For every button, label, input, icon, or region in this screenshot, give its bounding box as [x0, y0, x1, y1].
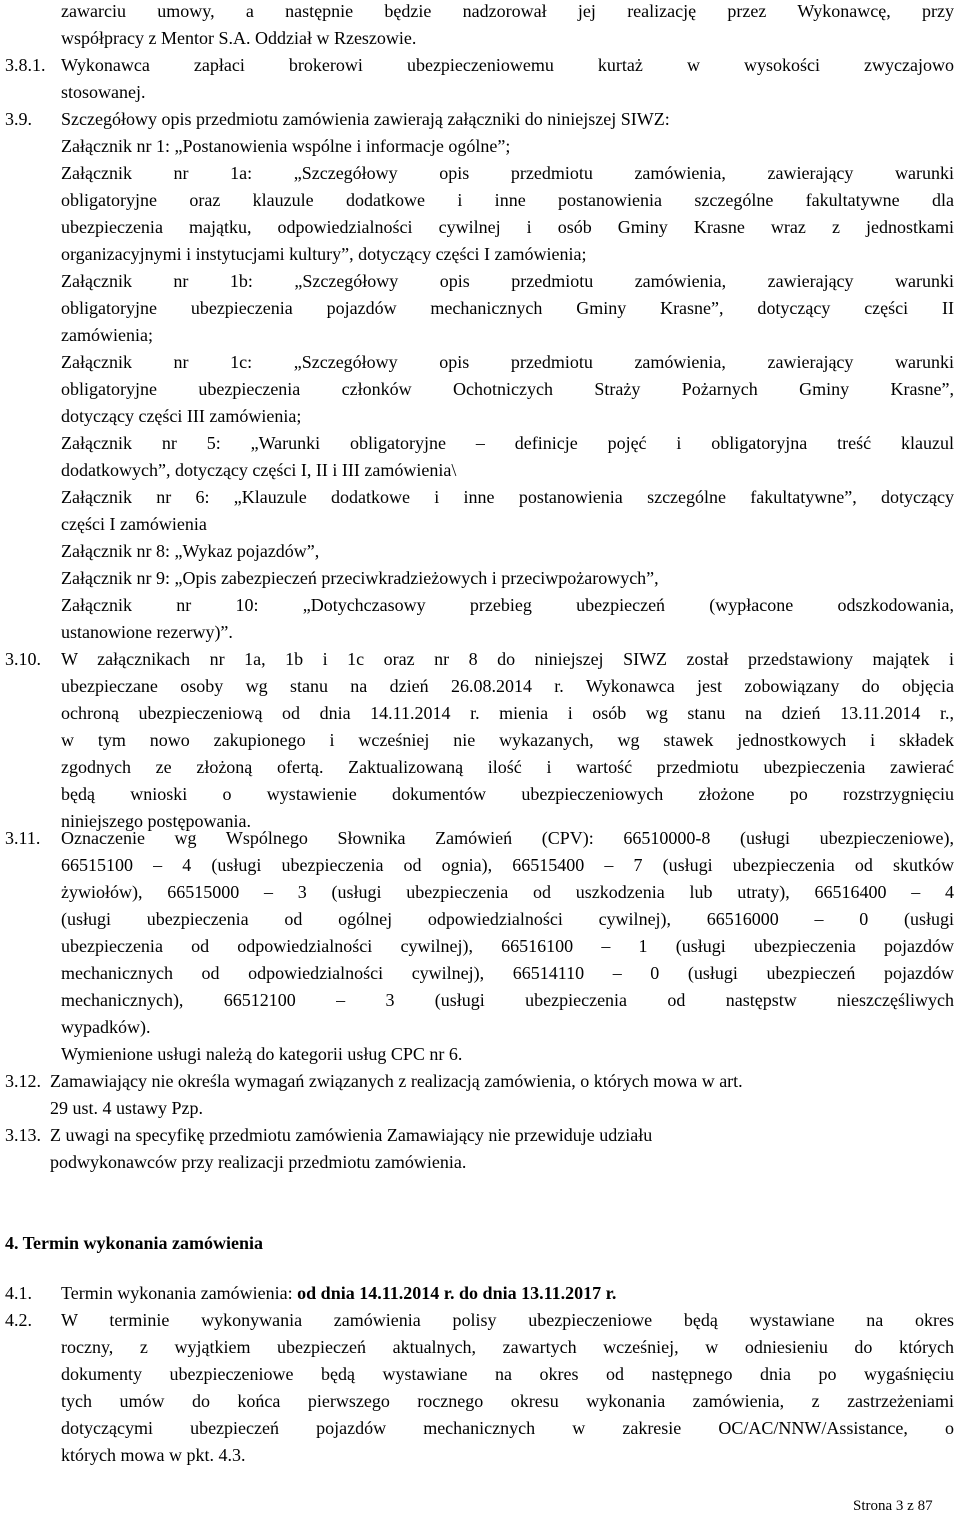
- paragraph-line: Wykonawca zapłaci brokerowi ubezpieczeniowemu kurtaż w wysokości zwyczajowo: [61, 55, 954, 75]
- paragraph-line: [61, 1280, 616, 1307]
- paragraph-line: podwykonawców przy realizacji przedmiotu zamówienia.: [50, 1152, 467, 1172]
- paragraph-line: mechanicznych), 66512100 – 3 (usługi ubezpieczenia od następstw nieszczęśliwych: [61, 990, 954, 1010]
- section-heading: 4. Termin wykonania zamówienia: [5, 1233, 264, 1253]
- section-number: 3.11.: [5, 828, 41, 848]
- paragraph-line: Zamawiający nie określa wymagań związanych z realizacją zamówienia, o których mowa w art.: [50, 1071, 743, 1091]
- section-number: 3.12.: [5, 1071, 41, 1091]
- paragraph-line: roczny, z wyjątkiem ubezpieczeń aktualnych, zawartych wcześniej, w odniesieniu do których: [61, 1337, 954, 1357]
- section-number: 3.13.: [5, 1125, 41, 1145]
- paragraph-line: Załącznik nr 1: „Postanowienia wspólne i informacje ogólne”;: [61, 136, 511, 156]
- paragraph-line: obligatoryjne ubezpieczenia członków Ochotniczych Straży Pożarnych Gminy Krasne”,: [61, 379, 954, 399]
- paragraph-line: organizacyjnymi i instytucjami kultury”, dotyczący części I zamówienia;: [61, 244, 587, 264]
- paragraph-line: Załącznik nr 1c: „Szczegółowy opis przedmiotu zamówienia, zawierający warunki: [61, 352, 954, 372]
- paragraph-line: 66515100 – 4 (usługi ubezpieczenia od ognia), 66515400 – 7 (usługi ubezpieczenia od skutków: [61, 855, 954, 875]
- paragraph-line: Załącznik nr 5: „Warunki obligatoryjne – definicje pojęć i obligatoryjna treść klauzul: [61, 433, 954, 453]
- paragraph-line: Wymienione usługi należą do kategorii usług CPC nr 6.: [61, 1044, 463, 1064]
- paragraph-line: których mowa w pkt. 4.3.: [61, 1445, 246, 1465]
- paragraph-line: współpracy z Mentor S.A. Oddział w Rzeszowie.: [61, 28, 417, 48]
- paragraph-line: Załącznik nr 8: „Wykaz pojazdów”,: [61, 541, 320, 561]
- paragraph-line: Załącznik nr 10: „Dotychczasowy przebieg ubezpieczeń (wypłacone odszkodowania,: [61, 595, 954, 615]
- page-number: Strona 3 z 87: [853, 1498, 933, 1514]
- paragraph-line: (usługi ubezpieczenia od ogólnej odpowiedzialności cywilnej), 66516000 – 0 (usługi: [61, 909, 954, 929]
- paragraph-line: obligatoryjne ubezpieczenia pojazdów mechanicznych Gminy Krasne”, dotyczący części II: [61, 298, 954, 318]
- paragraph-line: będą wnioski o wystawienie dokumentów ubezpieczeniowych złożone po rozstrzygnięciu: [61, 784, 954, 804]
- paragraph-line: wypadków).: [61, 1017, 151, 1037]
- paragraph-line: Szczegółowy opis przedmiotu zamówienia zawierają załączniki do niniejszej SIWZ:: [61, 109, 670, 129]
- paragraph-line: Załącznik nr 9: „Opis zabezpieczeń przeciwkradzieżowych i przeciwpożarowych”,: [61, 568, 659, 588]
- paragraph-line: ustanowione rezerwy)”.: [61, 622, 233, 642]
- paragraph-line: niniejszego postępowania.: [61, 811, 251, 831]
- section-number: 3.9.: [5, 109, 32, 129]
- paragraph-line: 29 ust. 4 ustawy Pzp.: [50, 1098, 203, 1118]
- paragraph-line: zamówienia;: [61, 325, 153, 345]
- paragraph-line: ubezpieczane osoby wg stanu na dzień 26.08.2014 r. Wykonawca jest zobowiązany do objęcia: [61, 676, 954, 696]
- section-number: 3.10.: [5, 649, 41, 669]
- paragraph-line: Załącznik nr 1b: „Szczegółowy opis przedmiotu zamówienia, zawierający warunki: [61, 271, 954, 291]
- paragraph-line: części I zamówienia: [61, 514, 207, 534]
- paragraph-line: Oznaczenie wg Wspólnego Słownika Zamówień (CPV): 66510000-8 (usługi ubezpieczeniowe),: [61, 828, 954, 848]
- paragraph-line: dotyczący części III zamówienia;: [61, 406, 302, 426]
- paragraph-line: dodatkowych”, dotyczący części I, II i III zamówienia\: [61, 460, 457, 480]
- paragraph-line: Z uwagi na specyfikę przedmiotu zamówienia Zamawiający nie przewiduje udziału: [50, 1125, 653, 1145]
- term-dates: od dnia 14.11.2014 r. do dnia 13.11.2017 r.: [297, 1283, 617, 1303]
- paragraph-line: obligatoryjne oraz klauzule dodatkowe i inne postanowienia szczególne fakultatywne dla: [61, 190, 954, 210]
- paragraph-line: ubezpieczenia majątku, odpowiedzialności cywilnej i osób Gminy Krasne wraz z jednostkami: [61, 217, 954, 237]
- paragraph-line: W załącznikach nr 1a, 1b i 1c oraz nr 8 do niniejszej SIWZ został przedstawiony majątek i: [61, 649, 954, 669]
- paragraph-line: Załącznik nr 1a: „Szczegółowy opis przedmiotu zamówienia, zawierający warunki: [61, 163, 954, 183]
- paragraph-line: żywiołów), 66515000 – 3 (usługi ubezpieczenia od uszkodzenia lub utraty), 66516400 – 4: [61, 882, 954, 902]
- paragraph-line: W terminie wykonywania zamówienia polisy ubezpieczeniowe będą wystawiane na okres: [61, 1310, 954, 1330]
- paragraph-line: stosowanej.: [61, 82, 146, 102]
- paragraph-line: Załącznik nr 6: „Klauzule dodatkowe i inne postanowienia szczególne fakultatywne”, dotyczący: [61, 487, 954, 507]
- section-number: 4.1.: [5, 1283, 32, 1303]
- paragraph-line: ubezpieczenia od odpowiedzialności cywilnej), 66516100 – 1 (usługi ubezpieczenia pojazdów: [61, 936, 954, 956]
- paragraph-line: dokumenty ubezpieczeniowe będą wystawiane na okres od następnego dnia po wygaśnięciu: [61, 1364, 954, 1384]
- section-number: 3.8.1.: [5, 55, 46, 75]
- paragraph-line: tych umów do końca pierwszego rocznego okresu wykonania zamówienia, z zastrzeżeniami: [61, 1391, 954, 1411]
- paragraph-line: dotyczącymi ubezpieczeń pojazdów mechanicznych w zakresie OC/AC/NNW/Assistance, o: [61, 1418, 954, 1438]
- term-label: Termin wykonania zamówienia:: [61, 1283, 298, 1303]
- paragraph-line: w tym nowo zakupionego i wcześniej nie wykazanych, wg stawek jednostkowych i składek: [61, 730, 954, 750]
- paragraph-line: zgodnych ze złożoną ofertą. Zaktualizowaną ilość i wartość przedmiotu ubezpieczenia zawierać: [61, 757, 954, 777]
- section-number: 4.2.: [5, 1310, 32, 1330]
- paragraph-line: zawarciu umowy, a następnie będzie nadzorował jej realizację przez Wykonawcę, przy: [61, 1, 954, 21]
- paragraph-line: ochroną ubezpieczeniową od dnia 14.11.2014 r. mienia i osób wg stanu na dzień 13.11.2014 r.,: [61, 703, 954, 723]
- paragraph-line: mechanicznych od odpowiedzialności cywilnej), 66514110 – 0 (usługi ubezpieczeń pojazdów: [61, 963, 954, 983]
